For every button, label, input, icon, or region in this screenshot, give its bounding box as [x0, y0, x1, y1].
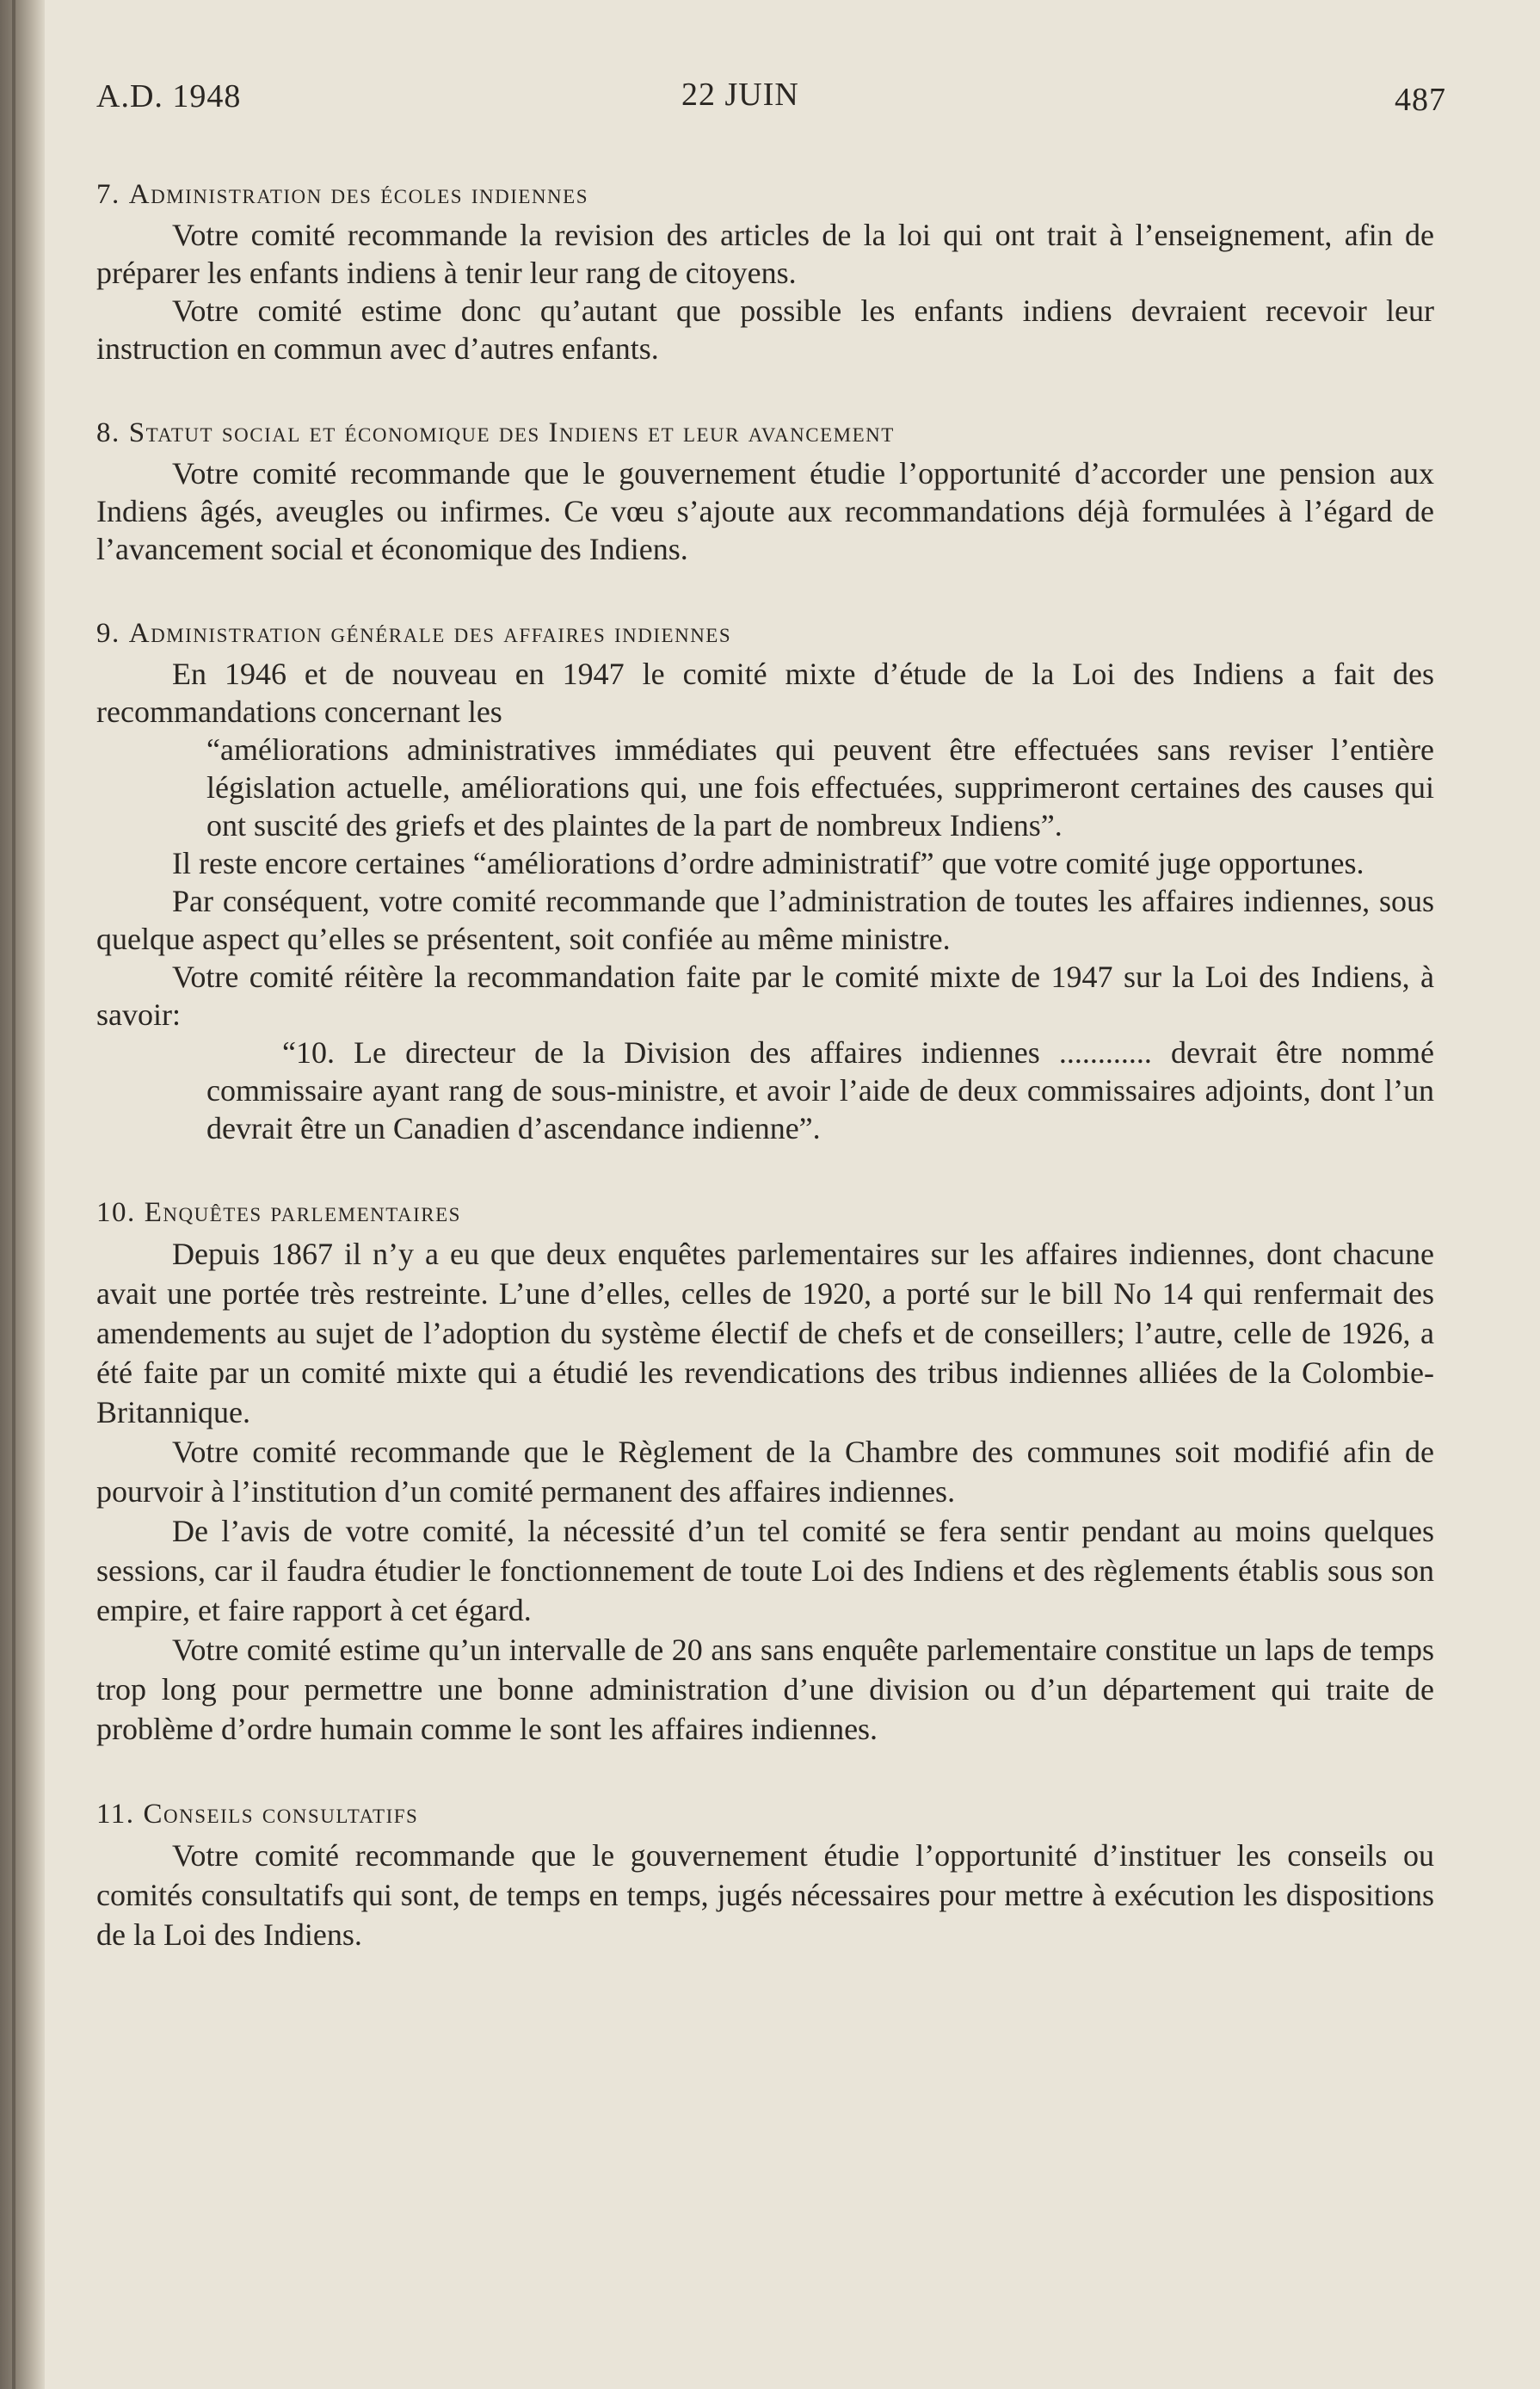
section-number: 11. [96, 1799, 135, 1830]
paragraph: Depuis 1867 il n’y a eu que deux enquêtes parlementaires sur les affaires indiennes, dont chacune avait une portée très restreinte. L’une d’elles, celles de 1920, a porté sur le bill No 14 qui renfermait des amendements au sujet de l’adoption du système électif de chefs et de conseillers; l’autre, celle de 1926, a été faite par un comité mixte qui a étudié les revendications des tribus indiennes alliées de la Colombie-Britannique. [96, 1237, 1434, 1429]
paragraph: En 1946 et de nouveau en 1947 le comité mixte d’étude de la Loi des Indiens a fait des recommandations concernant les [96, 657, 1434, 729]
block-quote: “10. Le directeur de la Division des affaires indiennes ............ devrait être nommé commissaire ayant rang de sous-ministre, et avoir l’aide de deux commissaires adjoints, dont l’un devrait être un Canadien d’ascendance indienne”. [206, 1035, 1434, 1145]
section-heading [96, 417, 1434, 449]
paragraph: Votre comité recommande que le gouvernement étudie l’opportunité d’accorder une pension aux Indiens âgés, aveugles ou infirmes. Ce vœu s’ajoute aux recommandations déjà formulées à l’égard de l’avancement social et économique des Indiens. [96, 456, 1434, 566]
paragraph: Par conséquent, votre comité recommande que l’administration de toutes les affaires indiennes, sous quelque aspect qu’elles se présentent, soit confiée au même ministre. [96, 884, 1434, 956]
block-quote: “améliorations administratives immédiates qui peuvent être effectuées sans reviser l’entière législation actuelle, améliorations qui, une fois effectuées, supprimeront certaines des causes qui ont suscité des griefs et des plaintes de la part de nombreux Indiens”. [206, 732, 1434, 843]
section-title: Conseils consultatifs [143, 1799, 419, 1830]
section-9 [96, 618, 1434, 1147]
section-number: 7. [96, 179, 120, 210]
section-10 [96, 1197, 1434, 1749]
section-number: 10. [96, 1197, 136, 1228]
paragraph: Votre comité recommande que le gouvernement étudie l’opportunité d’instituer les conseils ou comités consultatifs qui sont, de temps en temps, jugés nécessaires pour mettre à exécution les dispositions de la Loi des Indiens. [96, 1838, 1434, 1952]
section-number: 9. [96, 618, 120, 649]
binding-shadow-line [12, 0, 15, 2389]
paragraph: Votre comité réitère la recommandation faite par le comité mixte de 1947 sur la Loi des Indiens, à savoir: [96, 960, 1434, 1032]
document-page [96, 69, 1446, 1954]
paragraph: Votre comité estime donc qu’autant que possible les enfants indiens devraient recevoir leur instruction en commun avec d’autres enfants. [96, 293, 1434, 366]
section-11 [96, 1799, 1434, 1954]
section-title: Administration des écoles indiennes [128, 179, 588, 210]
section-heading [96, 179, 1434, 211]
section-heading [96, 1799, 1434, 1830]
paragraph: Votre comité estime qu’un intervalle de 20 ans sans enquête parlementaire constitue un laps de temps trop long pour permettre une bonne administration d’une division ou d’un département qui traite de problème d’ordre humain comme le sont les affaires indiennes. [96, 1633, 1434, 1746]
section-heading [96, 618, 1434, 650]
paragraph: Il reste encore certaines “améliorations d’ordre administratif” que votre comité juge opportunes. [172, 846, 1364, 880]
header-year: A.D. 1948 [96, 78, 242, 114]
section-8 [96, 417, 1434, 568]
paragraph: De l’avis de votre comité, la nécessité d’un tel comité se fera sentir pendant au moins quelques sessions, car il faudra étudier le fonctionnement de toute Loi des Indiens et des règlements établis sous son empire, et faire rapport à cet égard. [96, 1514, 1434, 1627]
page-number: 487 [1395, 82, 1446, 118]
section-heading [96, 1197, 1434, 1229]
paragraph: Votre comité recommande que le Règlement de la Chambre des communes soit modifié afin de pourvoir à l’institution d’un comité permanent des affaires indiennes. [96, 1435, 1434, 1509]
section-title: Statut social et économique des Indiens et leur avancement [128, 417, 895, 448]
section-title: Enquêtes parlementaires [144, 1197, 461, 1228]
paragraph: Votre comité recommande la revision des articles de la loi qui ont trait à l’enseignement, afin de préparer les enfants indiens à tenir leur rang de citoyens. [96, 218, 1434, 290]
section-7 [96, 179, 1434, 367]
section-title: Administration générale des affaires indiennes [128, 618, 732, 649]
section-number: 8. [96, 417, 120, 448]
book-binding-edge [0, 0, 45, 2389]
running-header [96, 69, 1446, 129]
header-date: 22 JUIN [681, 77, 799, 113]
